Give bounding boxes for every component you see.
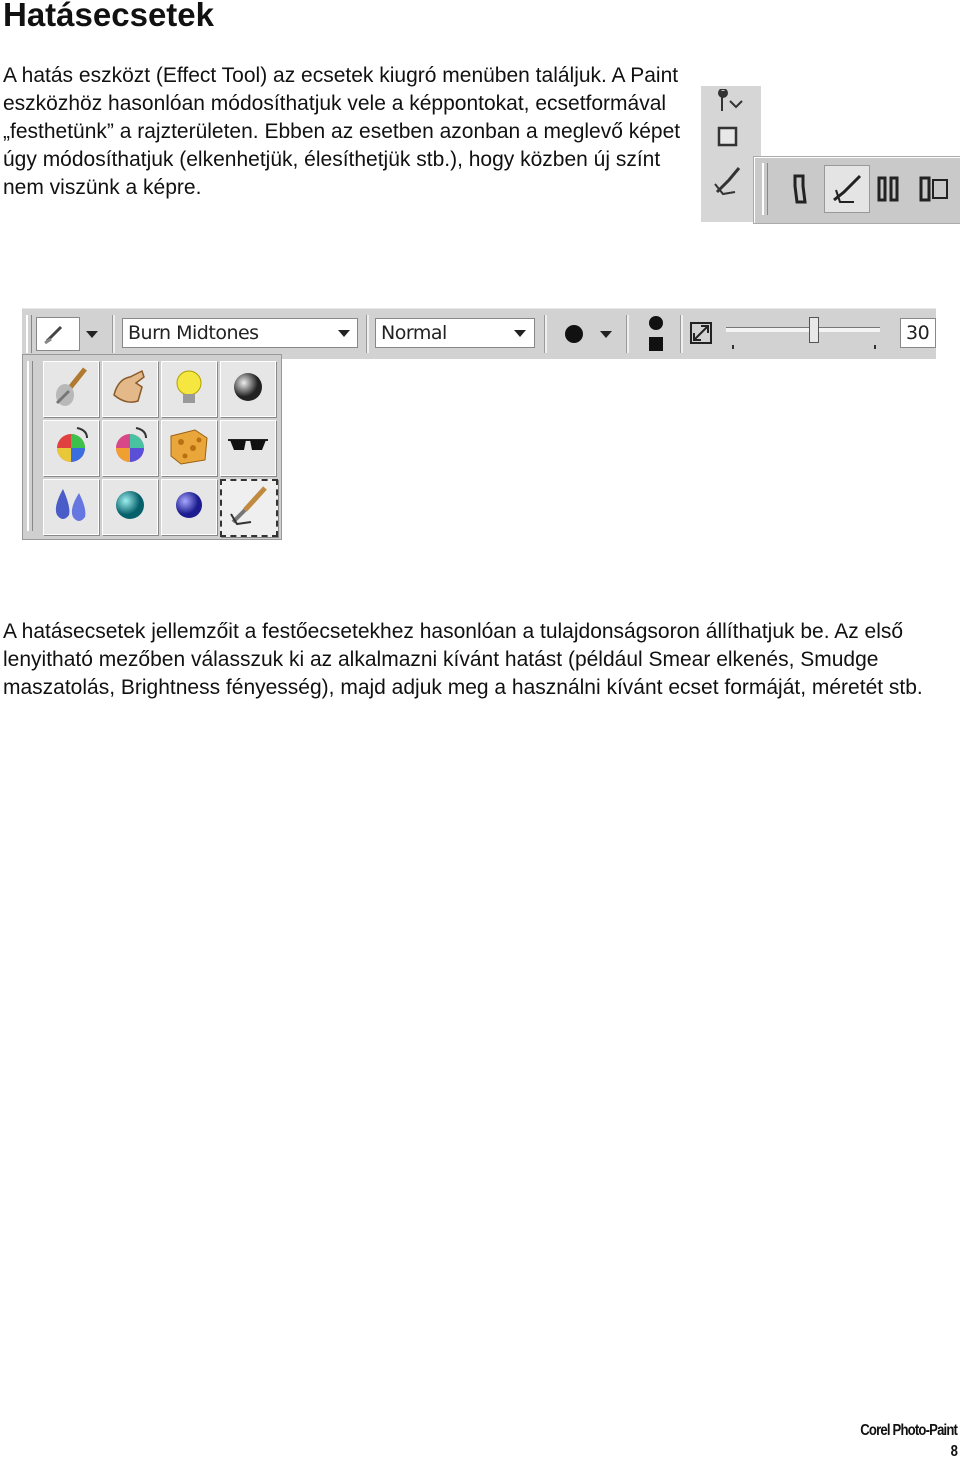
effect-palette-cell[interactable] [43,479,99,535]
blue-ball-icon [167,483,211,532]
effect-palette-cell[interactable] [220,420,276,476]
chevron-down-icon[interactable] [86,331,98,338]
brush-flyout-bar [753,156,960,224]
chevron-down-icon[interactable] [338,330,350,337]
hue-wheel-alt-icon [108,424,152,473]
round-square-nib-icon[interactable] [636,311,676,357]
bulb-icon [167,365,211,414]
effect-palette-cell[interactable] [220,361,276,417]
sunglasses-icon [226,424,270,473]
effect-tool-icon[interactable] [709,160,749,200]
effect-brush-tool-icon[interactable] [824,165,870,213]
product-name: Corel Photo-Paint [860,1422,957,1439]
eyedropper-icon[interactable] [705,88,753,116]
property-bar [22,308,936,359]
effect-palette [22,354,282,540]
slider-tick [732,345,734,349]
sphere-icon [226,365,270,414]
merge-mode-select[interactable]: Normal [375,318,535,348]
effect-brush-icon [227,484,271,533]
page-number: 8 [950,1443,957,1460]
effect-palette-cell[interactable] [102,479,158,535]
effect-palette-cell[interactable] [102,361,158,417]
sponge-icon [167,424,211,473]
paint-brush-tool-icon[interactable] [780,167,820,211]
intro-paragraph: A hatás eszközt (Effect Tool) az ecsetek kiugró menüben találjuk. A Paint eszközhöz hasonlóan módosíthatjuk vele a képpontokat, ecsetformával „festhetünk” a rajzterületen. Ebben az esetben azonban a meglevő képet úgy módosíthatjuk (elkenhetjük, élesíthetjük stb.), hogy közben új színt nem viszünk a képre. [3,64,681,199]
effect-tool-flyout-image [701,86,959,222]
drops-icon [49,483,93,532]
hand-icon [108,365,152,414]
chevron-down-icon[interactable] [600,331,612,338]
rectangle-icon[interactable] [713,124,743,150]
effect-palette-cell[interactable] [43,361,99,417]
size-input[interactable]: 30 [900,318,936,348]
replace-color-tool-icon[interactable] [914,167,954,211]
effect-palette-cell[interactable] [161,420,217,476]
properties-paragraph: A hatásecsetek jellemzőit a festőecsetekhez hasonlóan a tulajdonságsoron állíthatjuk be. Az első lenyitható mezőben válasszuk ki az alkalmazni kívánt hatást (például Smear elkenés, Smudge maszatolás, Brightness fényesség), majd adjuk meg a használni kívánt ecset formáját, méretét stb. [3,620,923,699]
effect-palette-cell[interactable] [102,420,158,476]
palette-grip[interactable] [27,361,33,531]
effect-palette-cell[interactable] [220,479,278,537]
teal-ball-icon [108,483,152,532]
page-footer [860,1420,957,1462]
brush-type-picker[interactable] [36,317,80,351]
page-title: Hatásecsetek [3,0,214,33]
size-slider-thumb[interactable] [809,317,819,343]
size-slider-track[interactable] [726,327,880,332]
hue-wheel-icon [49,424,93,473]
chevron-down-icon[interactable] [514,330,526,337]
brush-icon [49,365,93,414]
effect-type-select[interactable]: Burn Midtones [122,318,358,348]
effect-palette-cell[interactable] [43,420,99,476]
effect-palette-cell[interactable] [161,479,217,535]
nib-shape-circle-icon[interactable] [556,319,592,349]
slider-tick [874,345,876,349]
effect-palette-cell[interactable] [161,361,217,417]
nib-size-icon[interactable] [688,319,714,347]
clone-tool-icon[interactable] [872,167,912,211]
